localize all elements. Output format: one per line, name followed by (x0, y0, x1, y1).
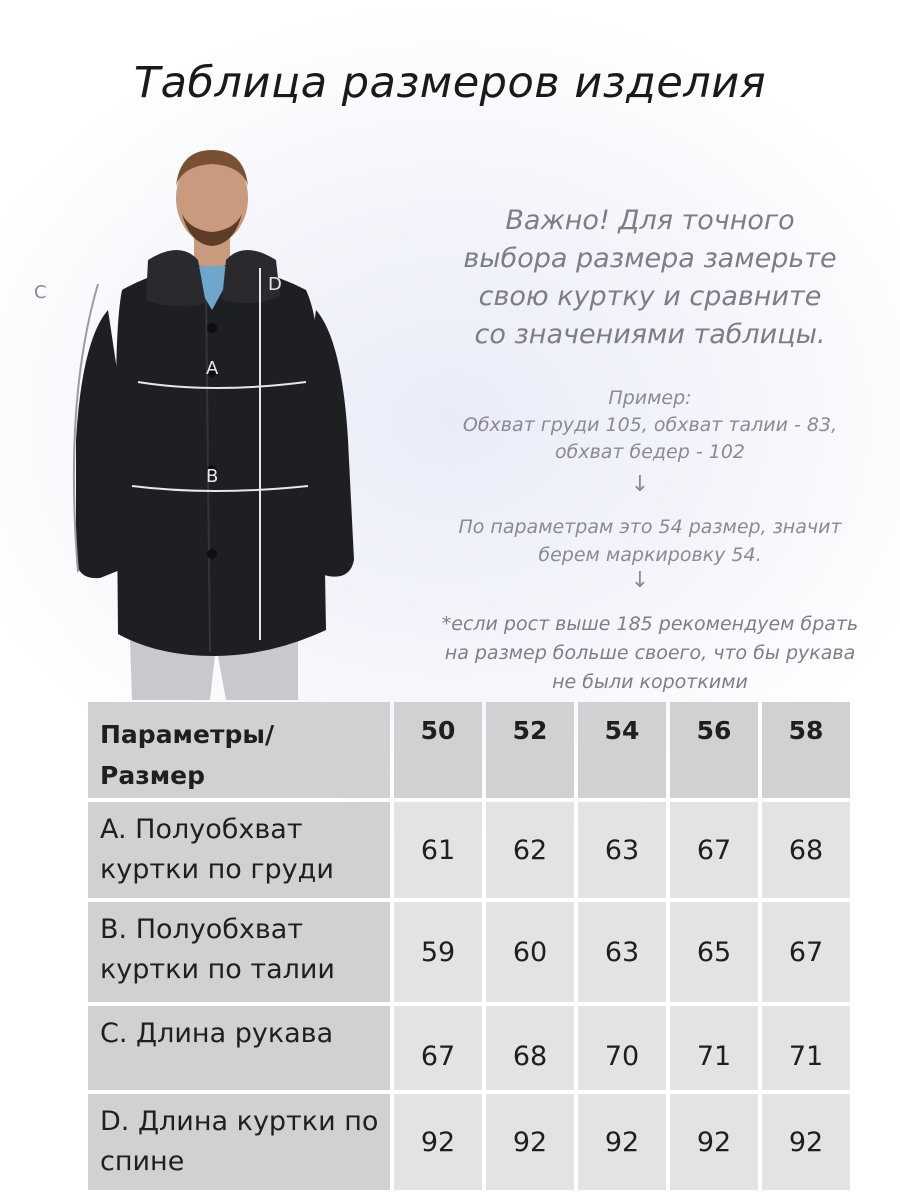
important-note (400, 202, 900, 354)
value-cell: 70 (578, 1006, 666, 1090)
header-parameter-cell (88, 702, 390, 798)
value-cell: 61 (394, 802, 482, 898)
value-cell: 62 (486, 802, 574, 898)
table-row (88, 1094, 850, 1190)
value-cell: 92 (762, 1094, 850, 1190)
table-row (88, 802, 850, 898)
value-cell: 67 (394, 1006, 482, 1090)
parameter-label: A. Полуобхват (100, 814, 303, 845)
important-line: Важно! Для точного (505, 205, 795, 236)
value-cell: 92 (394, 1094, 482, 1190)
label-c: C (34, 282, 47, 303)
value-cell: 67 (762, 902, 850, 1002)
note-line: на размер больше своего, что бы рукава (444, 642, 856, 664)
example-line: обхват бедер - 102 (554, 441, 746, 463)
value-cell: 65 (670, 902, 758, 1002)
value-cell: 59 (394, 902, 482, 1002)
model-figure (30, 140, 390, 700)
arrow-down-icon: ↓ (630, 568, 650, 593)
example-line: Пример: (608, 387, 692, 409)
result-line: берем маркировку 54. (538, 544, 762, 566)
value-cell: 71 (762, 1006, 850, 1090)
button (207, 549, 217, 559)
value-cell: 92 (670, 1094, 758, 1190)
label-a: A (206, 358, 219, 379)
important-line: свою куртку и сравните (478, 281, 822, 312)
value-cell: 63 (578, 802, 666, 898)
jacket-measurement-diagram (30, 140, 390, 700)
height-note (400, 610, 900, 697)
note-line: *если рост выше 185 рекомендуем брать (441, 613, 859, 635)
table-header-row (88, 702, 850, 798)
value-cell: 60 (486, 902, 574, 1002)
value-cell: 92 (578, 1094, 666, 1190)
note-line: не были короткими (552, 671, 748, 693)
table-row (88, 902, 850, 1002)
size-header: 58 (762, 702, 850, 798)
header-label: Параметры/ (100, 720, 275, 749)
parameter-label: D. Длина куртки по (100, 1106, 379, 1137)
parameter-label: B. Полуобхват (100, 914, 304, 945)
example-line: Обхват груди 105, обхват талии - 83, (462, 414, 838, 436)
value-cell: 71 (670, 1006, 758, 1090)
table-row (88, 1006, 850, 1090)
parameter-label: куртки по груди (100, 854, 334, 885)
important-line: выбора размера замерьте (463, 243, 837, 274)
value-cell: 63 (578, 902, 666, 1002)
value-cell: 68 (486, 1006, 574, 1090)
page-title: Таблица размеров изделия (133, 58, 767, 108)
result-line: По параметрам это 54 размер, значит (458, 516, 842, 538)
example-block (400, 385, 900, 466)
button (207, 323, 217, 333)
size-header: 54 (578, 702, 666, 798)
size-header: 50 (394, 702, 482, 798)
label-b: B (206, 466, 219, 487)
value-cell: 67 (670, 802, 758, 898)
value-cell: 92 (486, 1094, 574, 1190)
parameter-cell (88, 1006, 390, 1090)
parameter-label: спине (100, 1146, 185, 1177)
size-header: 56 (670, 702, 758, 798)
value-cell: 68 (762, 802, 850, 898)
parameter-label: куртки по талии (100, 954, 335, 985)
parameter-cell (88, 1094, 390, 1190)
parameter-cell (88, 902, 390, 1002)
header-label: Размер (100, 761, 206, 790)
size-header: 52 (486, 702, 574, 798)
result-block (400, 513, 900, 569)
label-d: D (268, 274, 282, 295)
parameter-cell (88, 802, 390, 898)
coat-body (116, 264, 326, 656)
size-table (84, 698, 854, 1194)
arrow-down-icon: ↓ (630, 472, 650, 497)
important-line: со значениями таблицы. (474, 319, 826, 350)
parameter-label: C. Длина рукава (100, 1018, 334, 1049)
